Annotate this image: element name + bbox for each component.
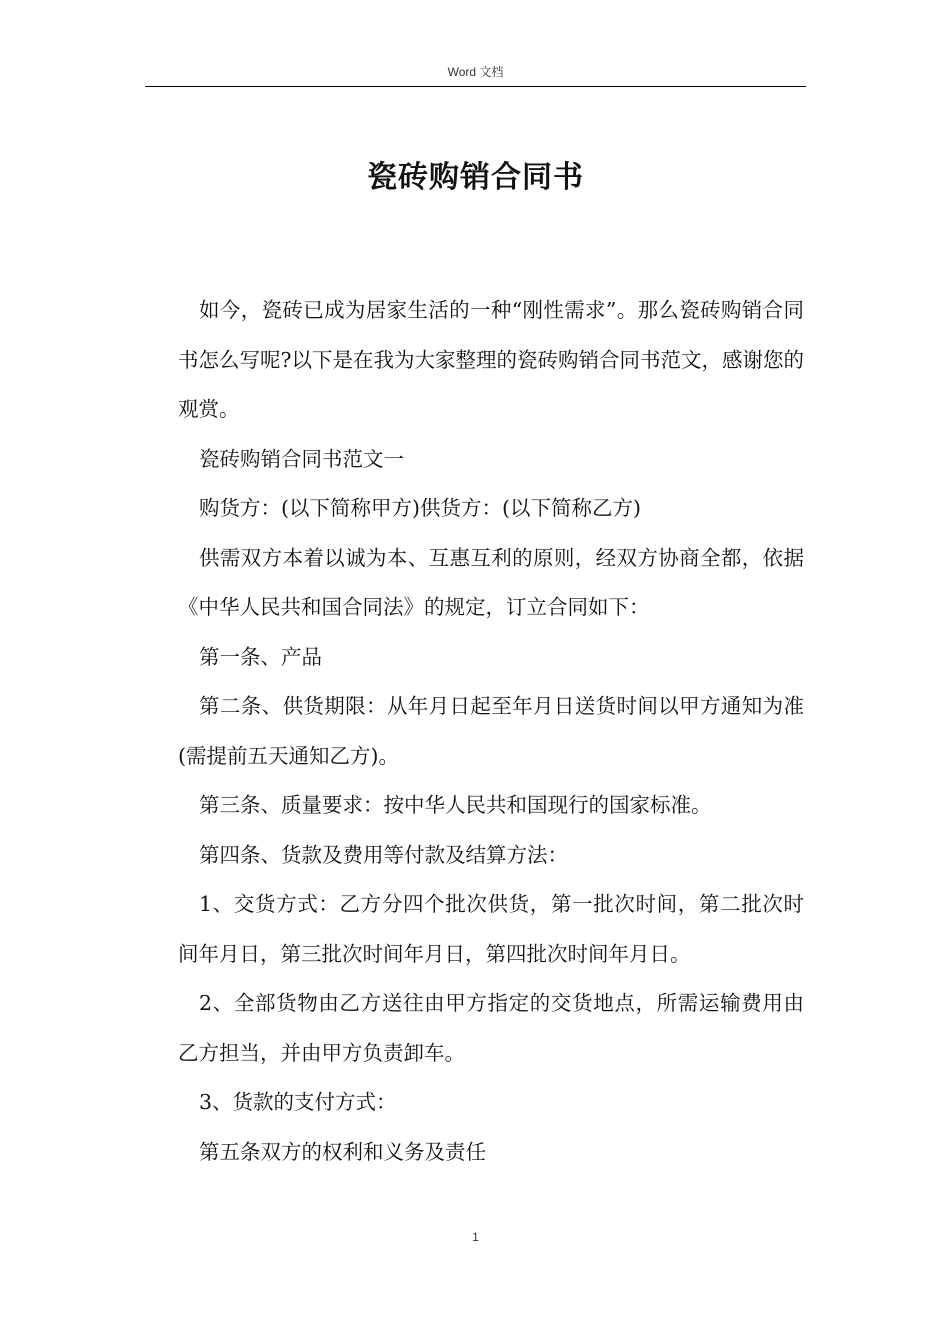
paragraph-article-3: 第三条、质量要求：按中华人民共和国现行的国家标准。 xyxy=(199,793,712,817)
paragraph-article-1: 第一条、产品 xyxy=(199,644,322,669)
paragraph-intro: 如今，瓷砖已成为居家生活的一种“刚性需求”。那么瓷砖购销合同书怎么写呢?以下是在我为大家整理的瓷砖购销合同书范文，感谢您的观赏。 xyxy=(178,298,804,421)
paragraph-article-5: 第五条双方的权利和义务及责任 xyxy=(199,1139,486,1164)
header-divider xyxy=(145,86,806,87)
page-header: Word 文档 xyxy=(447,65,504,79)
paragraph-clause-3: 3、货款的支付方式： xyxy=(199,1090,397,1114)
document-body xyxy=(178,286,804,1177)
paragraph-parties: 购货方：(以下简称甲方)供货方：(以下简称乙方) xyxy=(199,496,641,520)
paragraph-clause-1: 1、交货方式：乙方分四个批次供货，第一批次时间，第二批次时间年月日，第三批次时间年月日，第四批次时间年月日。 xyxy=(178,892,804,966)
document-title: 瓷砖购销合同书 xyxy=(367,160,584,195)
page-number: 1 xyxy=(472,1230,479,1244)
paragraph-article-4: 第四条、货款及费用等付款及结算方法： xyxy=(199,842,568,867)
paragraph-preamble: 供需双方本着以诚为本、互惠互利的原则，经双方协商全都，依据《中华人民共和国合同法》的规定，订立合同如下： xyxy=(178,545,804,619)
paragraph-article-2: 第二条、供货期限：从年月日起至年月日送货时间以甲方通知为准(需提前五天通知乙方)。 xyxy=(178,694,804,768)
paragraph-clause-2: 2、全部货物由乙方送往由甲方指定的交货地点，所需运输费用由乙方担当，并由甲方负责卸车。 xyxy=(178,991,804,1065)
paragraph-sample-heading: 瓷砖购销合同书范文一 xyxy=(199,446,404,471)
